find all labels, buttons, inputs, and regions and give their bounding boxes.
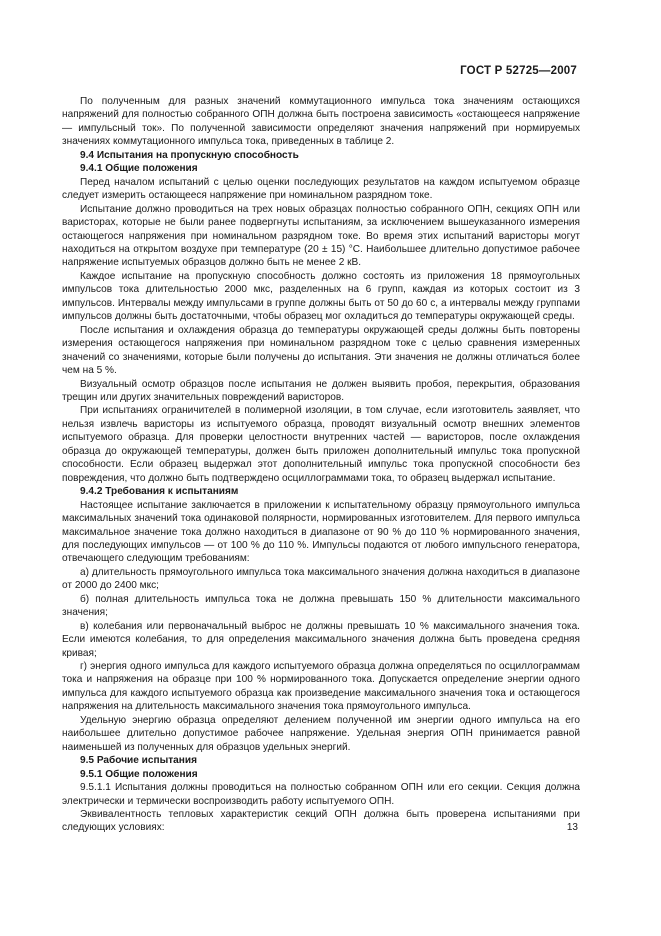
paragraph-residual-voltage-dependence: По полученным для разных значений коммутационного импульса тока значениям остающихся напряжений для полностью собранного ОПН должна быть построена зависимость «остающееся напряжение — импульсный ток». По полученной зависимости определяют значения напряжений при нормируемых значениях коммутационного импульса тока, приведенных в таблице 2. <box>62 96 580 148</box>
list-item-v: в) колебания или первоначальный выброс не должны превышать 10 % максимального значения тока. Если имеются колебания, то для определения максимального значения должна быть проведена средняя кривая; <box>62 620 580 659</box>
page-body <box>62 95 580 835</box>
document-code-header: ГОСТ Р 52725—2007 <box>460 65 577 77</box>
subsection-heading-9-4-1: 9.4.1 Общие положения <box>80 163 198 175</box>
paragraph: Перед началом испытаний с целью оценки последующих результатов на каждом испытуемом образце следует измерить остающееся напряжение при номинальном разрядном токе. <box>62 176 580 202</box>
paragraph: Визуальный осмотр образцов после испытания не должен выявить пробоя, перекрытия, образования трещин или других значительных повреждений варисторов. <box>62 378 580 403</box>
paragraph: 9.5.1.1 Испытания должны проводиться на полностью собранном ОПН или его секции. Секция должна электрически и термически воспроизводить работу испытуемого ОПН. <box>62 782 580 807</box>
paragraph: Удельную энергию образца определяют делением полученной им энергии одного импульса на его наибольшее длительно допустимое рабочее напряжение. Удельная энергия ОПН принимается равной наименьшей из полученных для образцов удельных энергий. <box>62 714 580 753</box>
list-item-g: г) энергия одного импульса для каждого испытуемого образца должна определяться по осциллограммам тока и напряжения на образце при 100 % нормированного тока. Допускается определение энергии одного импульса для каждого испытуемого образца как произведение максимального значения тока и остающегося напряжения на длительность максимального значения тока прямоугольного импульса. <box>62 661 580 713</box>
paragraph: Каждое испытание на пропускную способность должно состоять из приложения 18 прямоугольных импульсов тока длительностью 2000 мкс, разделенных на 6 групп, каждая из которых состоит из 3 импульсов. Интервалы между импульсами в группе должны быть от 50 до 60 с, а интервалы между группами импульсов должны быть достаточными, чтобы образец мог охладиться до температуры окружающей среды. <box>62 270 580 323</box>
list-item-b: б) полная длительность импульса тока не должна превышать 150 % длительности максимального значения; <box>62 593 580 619</box>
paragraph: Эквивалентность тепловых характеристик секций ОПН должна быть проверена испытаниями при следующих условиях: <box>62 809 580 834</box>
subsection-heading-9-4-2: 9.4.2 Требования к испытаниям <box>80 486 239 498</box>
paragraph: Испытание должно проводиться на трех новых образцах полностью собранного ОПН, секциях ОПН или варисторах, которые не были ранее подвергнуты испытаниям, за исключением вышеуказанного измерения остающегося напряжения при номинальном разрядном токе. Во время этих испытаний варисторы могут находиться на открытом воздухе при температуре (20 ± 15) °С. Наибольшее длительно допустимое рабочее напряжение испытуемых образцов должно быть не менее 2 кВ. <box>62 203 580 269</box>
list-item-a: а) длительность прямоугольного импульса тока максимального значения должна находиться в диапазоне от 2000 до 2400 мкс; <box>62 566 580 592</box>
paragraph: После испытания и охлаждения образца до температуры окружающей среды должны быть повторены измерения остающегося напряжения при номинальном разрядном токе с целью сравнения измеренных значений со значениями, которые были получены до испытания. Эти значения не должны отличаться более чем на 5 %. <box>62 324 580 377</box>
section-heading-9-5: 9.5 Рабочие испытания <box>80 755 197 767</box>
subsection-heading-9-5-1: 9.5.1 Общие положения <box>80 768 198 780</box>
section-heading-9-4: 9.4 Испытания на пропускную способность <box>80 149 299 161</box>
page-number: 13 <box>566 822 578 833</box>
paragraph: При испытаниях ограничителей в полимерной изоляции, в том случае, если изготовитель заявляет, что нельзя извлечь варисторы из испытуемого образца, проводят визуальный осмотр внешних элементов испытуемого образца. Для проверки целостности внутренних частей — варисторов, после охлаждения образца до окружающей температуры, должен быть приложен дополнительный импульс тока пропускной способности. Если образец выдержал этот дополнительный импульс тока пропускной способности без повреждения, что должно быть подтверждено осциллограммами тока, то образец выдержал испытание. <box>62 405 580 484</box>
paragraph: Настоящее испытание заключается в приложении к испытательному образцу прямоугольного импульса максимальных значений тока одинаковой полярности, нормированных изготовителем. Для первого импульса максимальное значение тока должно находиться в диапазоне от 90 % до 110 % нормированного значения, для последующих импульсов — от 100 % до 110 %. Импульсы подаются от любого импульсного генератора, отвечающего следующим требованиям: <box>62 499 580 565</box>
